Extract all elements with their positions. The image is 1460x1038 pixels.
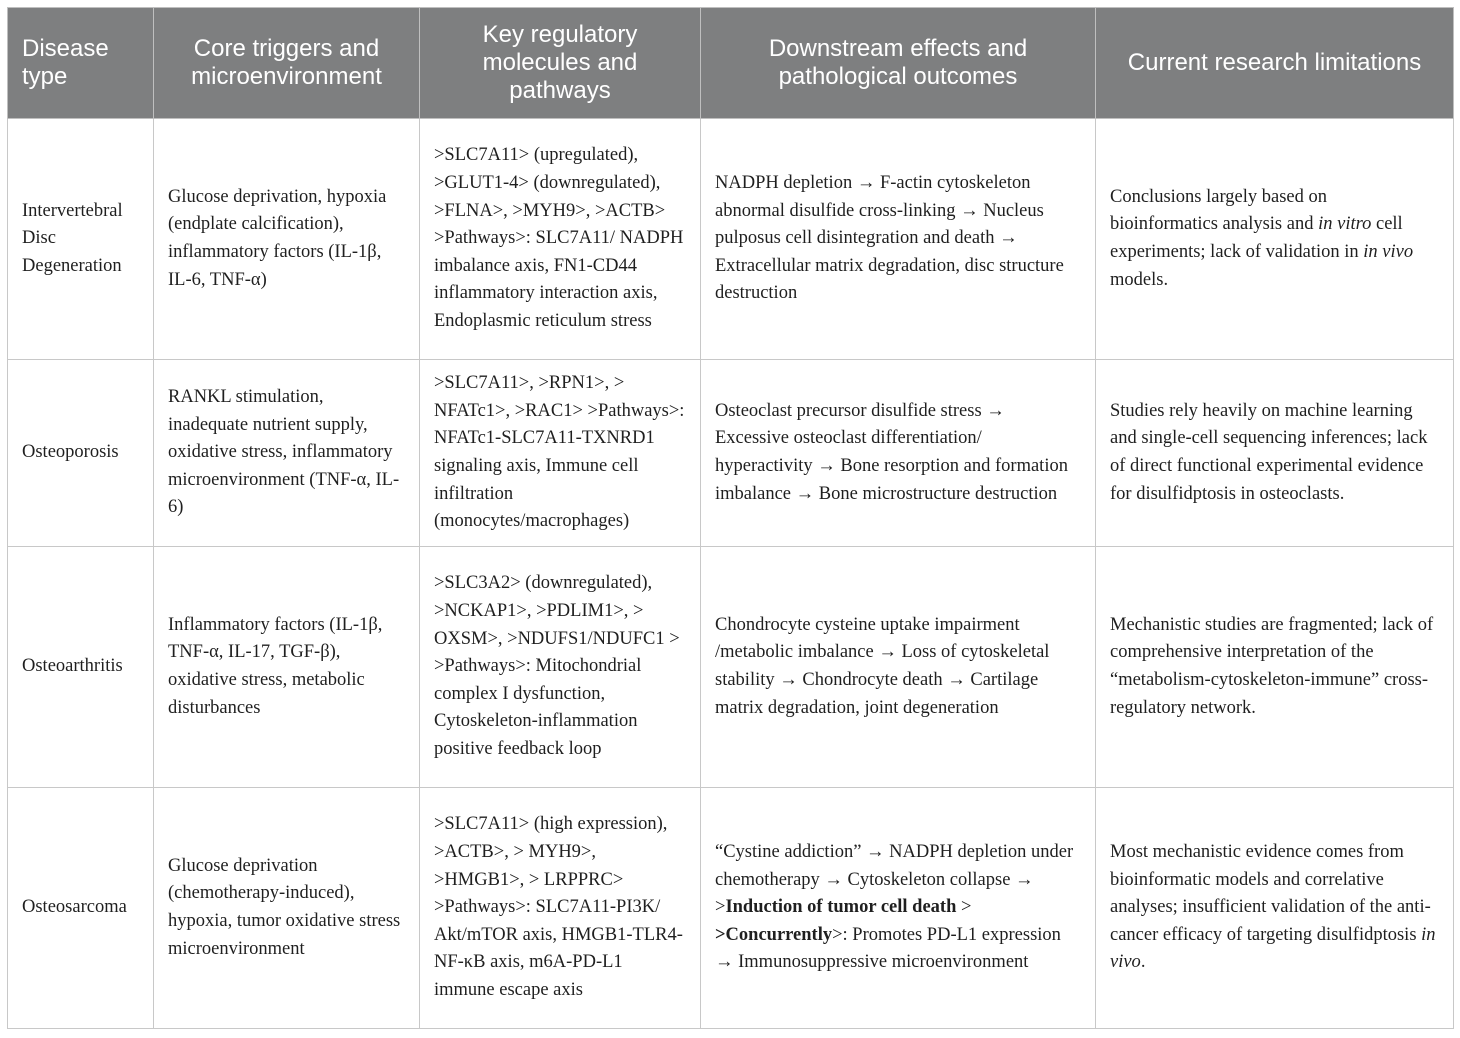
- table-header: [8, 8, 1454, 119]
- molecules-list: >SLC7A11> (high expression), >ACTB>, > MYH9>, >HMGB1>, > LRPPRC>: [434, 814, 668, 890]
- cell-triggers: Inflammatory factors (IL-1β, TNF-α, IL-17, TGF-β), oxidative stress, metabolic disturbances: [154, 547, 420, 788]
- limitation-text: cell experiments; lack of validation in: [1110, 214, 1403, 262]
- cell-limitations: [1096, 119, 1454, 360]
- table-row: [8, 547, 1454, 788]
- effects-bold: Induction of tumor cell death: [725, 897, 957, 918]
- cell-effects: Osteoclast precursor disulfide stress → Excessive osteoclast differentiation/ hyperactivity → Bone resorption and formation imbalance → Bone microstructure destruction: [701, 360, 1096, 547]
- cell-triggers: Glucose deprivation, hypoxia (endplate calcification), inflammatory factors (IL-1β, IL-6, TNF-α): [154, 119, 420, 360]
- limitation-text: Most mechanistic evidence comes from bioinformatic models and correlative analyses; insufficient validation of the anti-cancer efficacy of targeting disulfidptosis: [1110, 842, 1431, 945]
- cell-effects: Chondrocyte cysteine uptake impairment /metabolic imbalance → Loss of cytoskeletal stability → Chondrocyte death → Cartilage matrix degradation, joint degeneration: [701, 547, 1096, 788]
- cell-molecules: >SLC7A11>, >RPN1>, > NFATc1>, >RAC1> >Pathways>: NFATc1-SLC7A11-TXNRD1 signaling axis, Immune cell infiltration (monocytes/macrophages): [420, 360, 701, 547]
- limitation-text: .: [1140, 952, 1146, 973]
- cell-molecules: >SLC7A11> (upregulated), >GLUT1-4> (downregulated), >FLNA>, >MYH9>, >ACTB> >Pathways>: SLC7A11/ NADPH imbalance axis, FN1-CD44 inflammatory interaction axis, Endoplasmic reticulum stress: [420, 119, 701, 360]
- table-row: [8, 788, 1454, 1029]
- effects-text: >: Promotes PD-L1 expression → Immunosuppressive microenvironment: [715, 924, 1061, 973]
- table-row: [8, 360, 1454, 547]
- cell-disease: Osteoarthritis: [8, 547, 154, 788]
- limitation-text: models.: [1110, 269, 1169, 290]
- cell-molecules: [420, 788, 701, 1029]
- cell-limitations: Mechanistic studies are fragmented; lack of comprehensive interpretation of the “metabolism-cytoskeleton-immune” cross-regulatory network.: [1096, 547, 1454, 788]
- cell-disease: Intervertebral Disc Degeneration: [8, 119, 154, 360]
- cell-disease: Osteosarcoma: [8, 788, 154, 1029]
- effects-bold: >Concurrently: [715, 924, 833, 945]
- effects-text: “Cystine addiction” → NADPH depletion under chemotherapy → Cytoskeleton collapse → >: [715, 842, 1074, 918]
- header-key-molecules: Key regulatory molecules and pathways: [420, 8, 701, 119]
- limitation-italic: in vivo: [1363, 242, 1414, 262]
- pathways-list: >Pathways>: Mitochondrial complex I dysfunction, Cytoskeleton-inflammation positive feedback loop: [434, 656, 642, 759]
- limitation-italic: in vivo: [1110, 924, 1436, 973]
- header-disease-type: Disease type: [8, 8, 154, 119]
- limitation-italic: in vitro: [1318, 214, 1372, 235]
- table-body: [8, 119, 1454, 1029]
- effects-text: >: [956, 897, 972, 918]
- header-research-limitations: Current research limitations: [1096, 8, 1454, 119]
- header-core-triggers: Core triggers and microenvironment: [154, 8, 420, 119]
- cell-effects: [701, 788, 1096, 1029]
- molecules-list: >SLC3A2> (downregulated), >NCKAP1>, >PDLIM1>, > OXSM>, >NDUFS1/NDUFC1 >: [434, 573, 680, 649]
- disease-table: [7, 7, 1454, 1029]
- header-downstream-effects: Downstream effects and pathological outcomes: [701, 8, 1096, 119]
- pathways-list: >Pathways>: SLC7A11-PI3K/ Akt/mTOR axis, HMGB1-TLR4-NF-κB axis, m6A-PD-L1 immune escape axis: [434, 897, 683, 1000]
- cell-limitations: [1096, 788, 1454, 1029]
- cell-limitations: Studies rely heavily on machine learning and single-cell sequencing inferences; lack of direct functional experimental evidence for disulfidptosis in osteoclasts.: [1096, 360, 1454, 547]
- cell-disease: Osteoporosis: [8, 360, 154, 547]
- limitation-text: Conclusions largely based on bioinformatics analysis and: [1110, 186, 1328, 235]
- cell-molecules: [420, 547, 701, 788]
- cell-triggers: RANKL stimulation, inadequate nutrient supply, oxidative stress, inflammatory microenvironment (TNF-α, IL-6): [154, 360, 420, 547]
- cell-triggers: Glucose deprivation (chemotherapy-induced), hypoxia, tumor oxidative stress microenvironment: [154, 788, 420, 1029]
- cell-effects: NADPH depletion → F-actin cytoskeleton abnormal disulfide cross-linking → Nucleus pulposus cell disintegration and death → Extracellular matrix degradation, disc structure destruction: [701, 119, 1096, 360]
- header-row: [8, 8, 1454, 119]
- table-row: [8, 119, 1454, 360]
